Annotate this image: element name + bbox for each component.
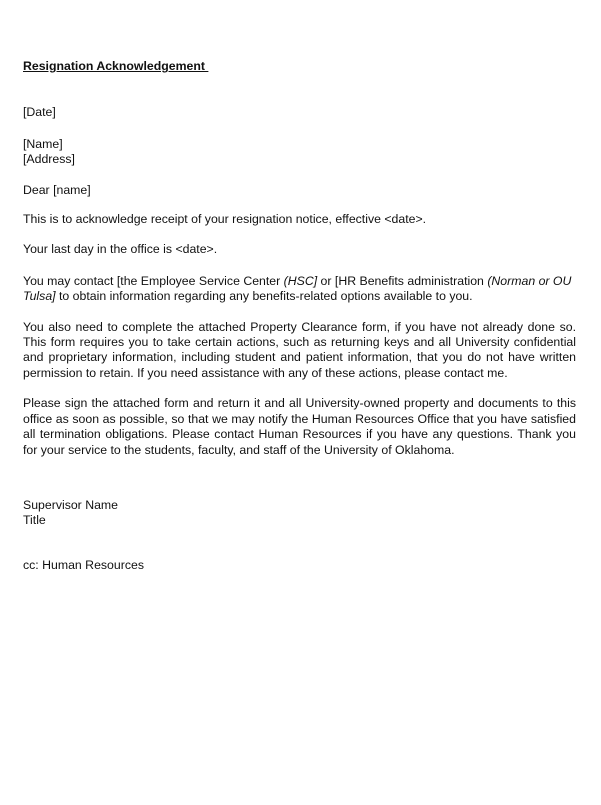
signature-title: Title: [23, 513, 46, 528]
address-placeholder: [Address]: [23, 152, 75, 167]
letter-title: Resignation Acknowledgement: [23, 59, 209, 73]
paragraph-contact: [23, 274, 576, 305]
paragraph-contact-part-1: You may contact [the Employee Service Center: [23, 273, 284, 288]
paragraph-contact-part-5: to obtain information regarding any benefits-related options available to you.: [55, 289, 473, 304]
signature-name: Supervisor Name: [23, 497, 118, 512]
paragraph-contact-part-4: (Norman or OU Tulsa]: [23, 273, 572, 304]
name-placeholder: [Name]: [23, 136, 63, 151]
date-placeholder: [Date]: [23, 105, 56, 120]
paragraph-contact-part-3: or [HR Benefits administration: [317, 273, 488, 288]
paragraph-return-property: Please sign the attached form and return it and all University-owned property and documents to this office as soon as possible, so that we may notify the Human Resources Office that you have satisfied all termination obligations. Please contact Human Resources if you have any questions. Thank you for your service to the students, faculty, and staff of the University of Oklahoma.: [23, 396, 576, 457]
cc-line: cc: Human Resources: [23, 557, 144, 572]
letter-body: [23, 59, 576, 573]
paragraph-contact-part-2: (HSC]: [283, 273, 318, 288]
paragraph-property-clearance: You also need to complete the attached Property Clearance form, if you have not already done so. This form requires you to take certain actions, such as returning keys and all University confidential and proprietary information, including student and patient information, that you do not have written permission to retain. If you need assistance with any of these actions, please contact me.: [23, 319, 576, 380]
salutation: Dear [name]: [23, 182, 91, 197]
paragraph-last-day: Your last day in the office is <date>.: [23, 242, 218, 257]
paragraph-receipt: This is to acknowledge receipt of your resignation notice, effective <date>.: [23, 212, 427, 227]
